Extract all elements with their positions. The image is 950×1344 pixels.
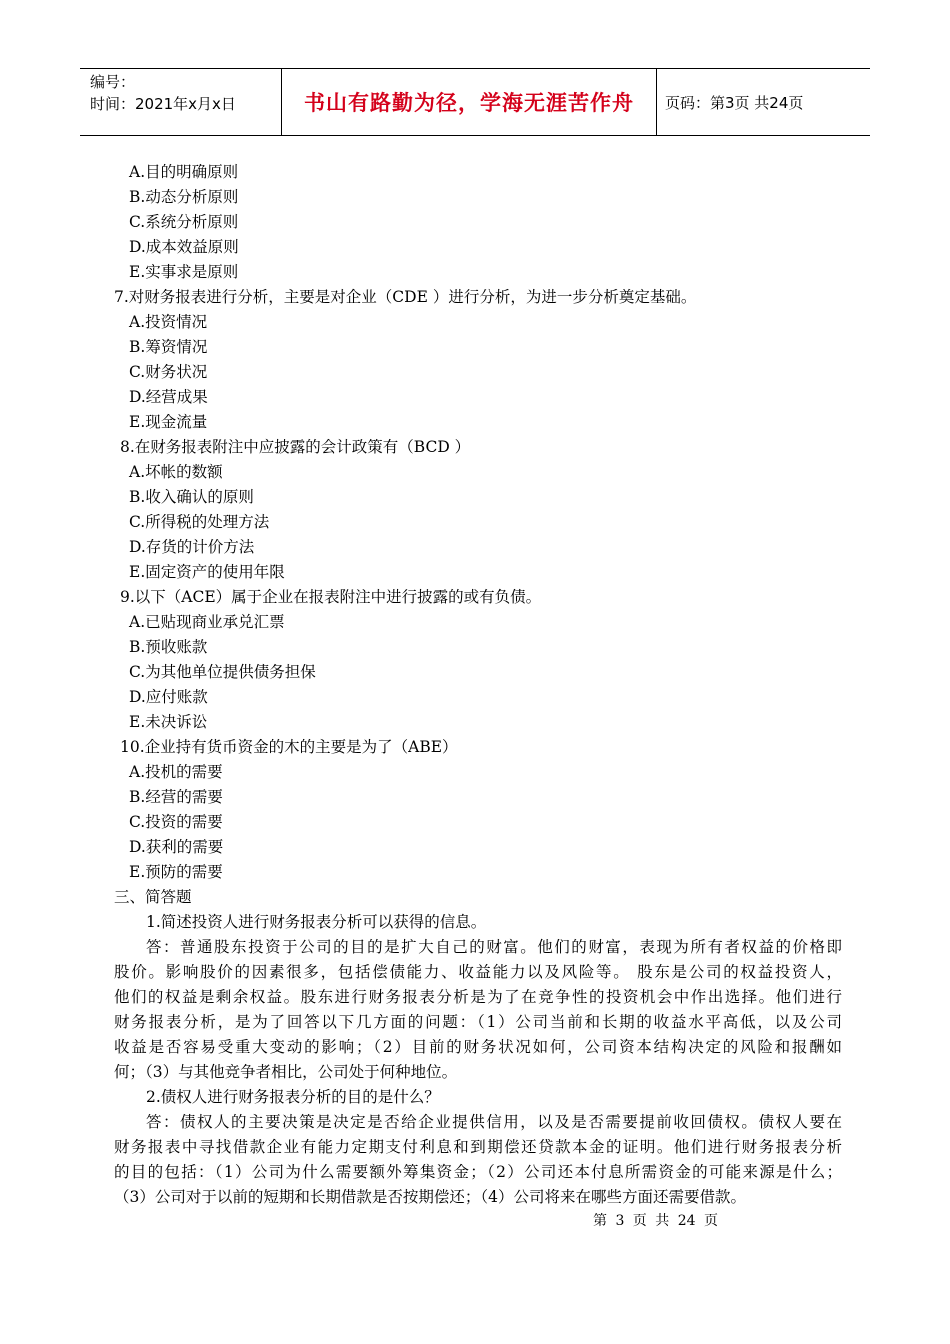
answer-line: 何；（3）与其他竞争者相比，公司处于何种地位。 xyxy=(114,1063,458,1081)
header-page-cell xyxy=(657,69,870,135)
option-line: C.所得税的处理方法 xyxy=(129,513,270,531)
option-line: B.收入确认的原则 xyxy=(129,488,254,506)
option-line: D.经营成果 xyxy=(129,388,208,406)
answer-line: 财务报表分析，是为了回答以下几方面的问题：（1）公司当前和长期的收益水平高低，以及公司 xyxy=(114,1013,842,1031)
option-line: A.投机的需要 xyxy=(129,763,223,781)
option-line: E.现金流量 xyxy=(129,413,208,431)
short-question-2: 2.债权人进行财务报表分析的目的是什么？ xyxy=(146,1088,440,1106)
answer-line: 的目的包括：（1）公司为什么需要额外筹集资金；（2）公司还本付息所需资金的可能来源是什么； xyxy=(114,1163,842,1181)
option-line: C.为其他单位提供债务担保 xyxy=(129,663,316,681)
question-9: 9.以下（ACE）属于企业在报表附注中进行披露的或有负债。 xyxy=(120,588,542,606)
option-line: B.经营的需要 xyxy=(129,788,223,806)
option-line: B.动态分析原则 xyxy=(129,188,239,206)
number-label: 编号： xyxy=(90,73,136,91)
option-line: D.存货的计价方法 xyxy=(129,538,255,556)
option-line: B.预收账款 xyxy=(129,638,208,656)
option-line: D.应付账款 xyxy=(129,688,208,706)
option-line: C.系统分析原则 xyxy=(129,213,239,231)
option-line: E.预防的需要 xyxy=(129,863,223,881)
option-line: E.实事求是原则 xyxy=(129,263,239,281)
option-line: A.坏帐的数额 xyxy=(129,463,223,481)
question-8: 8.在财务报表附注中应披露的会计政策有（BCD ） xyxy=(120,438,471,456)
answer-line: 股价。影响股价的因素很多，包括偿债能力、收益能力以及风险等。 股东是公司的权益投资人， xyxy=(114,963,842,981)
option-line: E.未决诉讼 xyxy=(129,713,208,731)
answer-line: 他们的权益是剩余权益。股东进行财务报表分析是为了在竞争性的投资机会中作出选择。他们进行 xyxy=(114,988,842,1006)
page-header xyxy=(80,68,870,136)
header-motto-cell xyxy=(282,69,657,135)
answer-line: 答：普通股东投资于公司的目的是扩大自己的财富。他们的财富，表现为所有者权益的价格即 xyxy=(146,938,842,956)
header-info-cell xyxy=(80,69,282,135)
question-7: 7.对财务报表进行分析，主要是对企业（CDE ）进行分析，为进一步分析奠定基础。 xyxy=(114,288,697,306)
page-info: 页码：第3页 共24页 xyxy=(665,93,804,112)
option-line: C.投资的需要 xyxy=(129,813,223,831)
short-question-1: 1.简述投资人进行财务报表分析可以获得的信息。 xyxy=(146,913,487,931)
motto-text: 书山有路勤为径，学海无涯苦作舟 xyxy=(304,91,634,115)
option-line: A.目的明确原则 xyxy=(129,163,239,181)
option-line: A.已贴现商业承兑汇票 xyxy=(129,613,285,631)
option-line: D.获利的需要 xyxy=(129,838,224,856)
answer-line: 答：债权人的主要决策是决定是否给企业提供信用，以及是否需要提前收回债权。债权人要在 xyxy=(146,1113,842,1131)
option-line: C.财务状况 xyxy=(129,363,208,381)
answer-line: （3）公司对于以前的短期和长期借款是否按期偿还；（4）公司将来在哪些方面还需要借款。 xyxy=(114,1188,746,1206)
option-line: D.成本效益原则 xyxy=(129,238,239,256)
option-line: E.固定资产的使用年限 xyxy=(129,563,285,581)
page-footer: 第 3 页 共 24 页 xyxy=(593,1213,718,1229)
option-line: A.投资情况 xyxy=(129,313,208,331)
answer-line: 收益是否容易受重大变动的影响；（2）目前的财务状况如何，公司资本结构决定的风险和报酬如 xyxy=(114,1038,842,1056)
time-label: 时间：2021年x月x日 xyxy=(90,95,236,113)
option-line: B.筹资情况 xyxy=(129,338,208,356)
question-10: 10.企业持有货币资金的木的主要是为了（ABE） xyxy=(120,738,458,756)
answer-line: 财务报表中寻找借款企业有能力定期支付利息和到期偿还贷款本金的证明。他们进行财务报表分析 xyxy=(114,1138,842,1156)
section-heading: 三、简答题 xyxy=(114,888,192,906)
